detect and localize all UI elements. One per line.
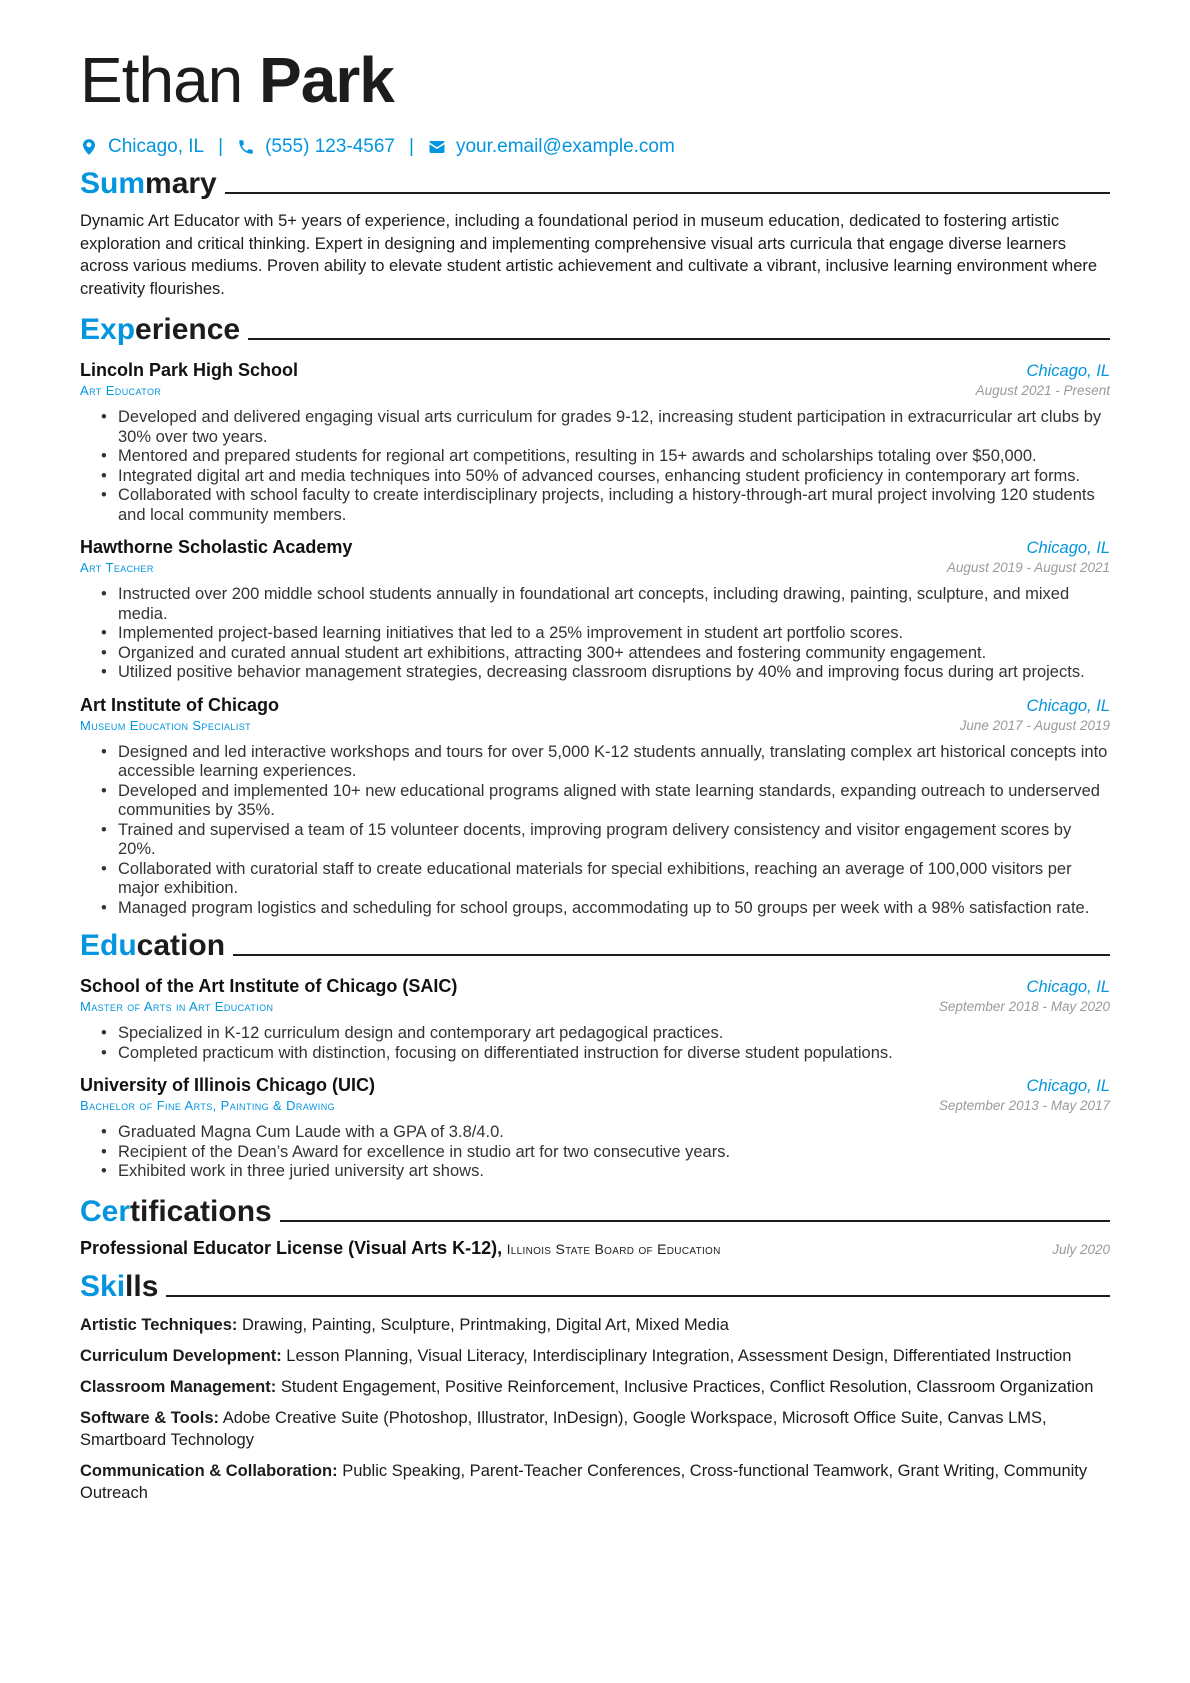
entry-dates: June 2017 - August 2019	[959, 717, 1110, 733]
bullet-item: • Developed and delivered engaging visual arts curriculum for grades 9-12, increasing student participation in extracurricular art clubs by 30% over two years.	[118, 408, 1110, 447]
section-title-summary: Summary	[80, 167, 217, 200]
bullet-item: • Collaborated with curatorial staff to create educational materials for special exhibitions, reaching an average of 100,000 visitors per major exhibition.	[118, 860, 1110, 899]
job-title: Art Teacher	[80, 560, 154, 575]
contact-separator: |	[409, 136, 414, 157]
section-rule	[166, 1295, 1110, 1297]
bullet-item: • Organized and curated annual student art exhibitions, attracting 300+ attendees and fostering community engagement.	[118, 644, 1110, 664]
certification-name: Professional Educator License (Visual Arts K-12)	[80, 1237, 498, 1258]
contact-phone[interactable]	[237, 136, 395, 158]
last-name: Park	[259, 44, 394, 116]
entry-location: Chicago, IL	[1026, 978, 1110, 996]
bullet-list	[80, 743, 1110, 919]
entry-dates: August 2019 - August 2021	[946, 560, 1110, 575]
school-name: University of Illinois Chicago (UIC)	[80, 1075, 376, 1095]
contact-separator: |	[218, 136, 224, 157]
candidate-name	[80, 42, 1110, 118]
certification-date: July 2020	[1052, 1241, 1110, 1257]
bullet-list	[80, 408, 1110, 525]
contact-bar	[80, 136, 1110, 158]
bullet-item: • Utilized positive behavior management strategies, decreasing classroom disruptions by 40% and improving focus during art projects.	[118, 663, 1110, 683]
degree-title: Master of Arts in Art Education	[80, 999, 274, 1014]
summary-text: Dynamic Art Educator with 5+ years of experience, including a foundational period in museum education, dedicated to fostering artistic exploration and critical thinking. Expert in designing and implementing comprehensive visual arts curricula that engage diverse learners across various mediums. Proven ability to elevate student artistic achievement and cultivate a vibrant, inclusive learning environment where creativity flourishes.	[80, 212, 1098, 298]
skill-row	[80, 1314, 1110, 1336]
experience-section-header	[80, 312, 1110, 348]
experience-entry	[80, 695, 1110, 919]
skill-values: Student Engagement, Positive Reinforcement, Inclusive Practices, Conflict Resolution, Classroom Organization	[280, 1377, 1094, 1396]
phone-text: (555) 123-4567	[265, 136, 395, 157]
bullet-list	[80, 1123, 1110, 1182]
bullet-item: • Integrated digital art and media techniques into 50% of advanced courses, enhancing student proficiency in contemporary art forms.	[118, 467, 1110, 487]
bullet-item: • Collaborated with school faculty to create interdisciplinary projects, including a history-through-art mural project involving 120 students and local community members.	[118, 486, 1110, 525]
section-rule	[248, 338, 1110, 340]
employer-name: Art Institute of Chicago	[80, 694, 279, 715]
contact-email[interactable]	[428, 136, 675, 158]
skill-row	[80, 1460, 1110, 1504]
skill-category: Communication & Collaboration:	[80, 1461, 338, 1480]
entry-location: Chicago, IL	[1026, 1077, 1110, 1095]
bullet-item: • Recipient of the Dean’s Award for excellence in studio art for two consecutive years.	[118, 1143, 1110, 1163]
section-rule	[233, 954, 1110, 956]
skill-category: Curriculum Development:	[80, 1346, 282, 1365]
skill-category: Software & Tools:	[80, 1408, 220, 1427]
bullet-item: • Trained and supervised a team of 15 volunteer docents, improving program delivery consistency and visitor engagement scores by 20%.	[118, 821, 1110, 860]
section-title-certifications: Certifications	[80, 1194, 272, 1228]
contact-location	[80, 136, 204, 158]
skills-section-header	[80, 1269, 1110, 1305]
certification-line	[80, 1238, 721, 1259]
education-section-header	[80, 928, 1110, 964]
envelope-icon	[428, 138, 446, 156]
degree-title: Bachelor of Fine Arts, Painting & Drawing	[80, 1098, 335, 1113]
section-title-experience: Experience	[80, 313, 241, 346]
skill-values: Public Speaking, Parent-Teacher Conferences, Cross-functional Teamwork, Grant Writing, Community Outreach	[80, 1461, 1088, 1502]
bullet-list	[80, 585, 1110, 683]
skill-row	[80, 1345, 1110, 1367]
school-name: School of the Art Institute of Chicago (SAIC)	[80, 976, 458, 996]
map-pin-icon	[80, 138, 98, 156]
section-rule	[225, 192, 1110, 194]
bullet-item: • Graduated Magna Cum Laude with a GPA of 3.8/4.0.	[118, 1123, 1110, 1143]
location-text: Chicago, IL	[108, 136, 205, 157]
education-entry	[80, 976, 1110, 1063]
bullet-item: • Developed and implemented 10+ new educational programs aligned with state learning standards, expanding outreach to underserved communities by 35%.	[118, 782, 1110, 821]
bullet-item: • Mentored and prepared students for regional art competitions, resulting in 15+ awards and scholarships totaling over $50,000.	[118, 447, 1110, 467]
job-title: Art Educator	[80, 383, 162, 398]
bullet-list	[80, 1024, 1110, 1063]
phone-icon	[237, 138, 255, 156]
bullet-item: • Designed and led interactive workshops and tours for over 5,000 K-12 students annually, translating complex art historical concepts into accessible learning experiences.	[118, 743, 1110, 782]
certification-entry	[80, 1238, 1110, 1259]
bullet-item: • Managed program logistics and scheduling for school groups, accommodating up to 50 groups per week with a 98% satisfaction rate.	[118, 899, 1110, 919]
employer-name: Lincoln Park High School	[80, 360, 299, 380]
employer-name: Hawthorne Scholastic Academy	[80, 537, 353, 557]
skill-category: Classroom Management:	[80, 1377, 277, 1396]
skill-row	[80, 1376, 1110, 1398]
section-title-skills: Skills	[80, 1269, 159, 1303]
experience-entry	[80, 537, 1110, 683]
certification-comma: ,	[497, 1237, 503, 1258]
skill-values: Lesson Planning, Visual Literacy, Interdisciplinary Integration, Assessment Design, Differentiated Instruction	[286, 1346, 1072, 1365]
entry-dates: September 2018 - May 2020	[938, 999, 1110, 1014]
section-rule	[280, 1220, 1110, 1222]
certification-issuer: Illinois State Board of Education	[506, 1240, 721, 1257]
first-name: Ethan	[80, 44, 243, 116]
entry-location: Chicago, IL	[1026, 539, 1110, 557]
entry-location: Chicago, IL	[1026, 362, 1110, 380]
experience-entry	[80, 360, 1110, 525]
job-title: Museum Education Specialist	[80, 717, 252, 733]
education-entry	[80, 1075, 1110, 1182]
skill-values: Drawing, Painting, Sculpture, Printmaking, Digital Art, Mixed Media	[241, 1315, 729, 1334]
entry-location: Chicago, IL	[1026, 696, 1110, 715]
entry-dates: August 2021 - Present	[975, 383, 1110, 398]
bullet-item: • Specialized in K-12 curriculum design and contemporary art pedagogical practices.	[118, 1024, 1110, 1044]
bullet-item: • Exhibited work in three juried university art shows.	[118, 1162, 1110, 1182]
section-title-education: Education	[80, 929, 226, 962]
bullet-item: • Instructed over 200 middle school students annually in foundational art concepts, including drawing, painting, sculpture, and mixed media.	[118, 585, 1110, 624]
entry-dates: September 2013 - May 2017	[938, 1098, 1110, 1113]
skill-row	[80, 1407, 1110, 1451]
bullet-item: • Completed practicum with distinction, focusing on differentiated instruction for diverse student populations.	[118, 1044, 1110, 1064]
skill-category: Artistic Techniques:	[80, 1315, 238, 1334]
email-link: your.email@example.com	[455, 136, 675, 157]
skill-values: Adobe Creative Suite (Photoshop, Illustrator, InDesign), Google Workspace, Microsoft Office Suite, Canvas LMS, Smartboard Technology	[80, 1408, 1047, 1449]
summary-section-header	[80, 166, 1110, 202]
bullet-item: • Implemented project-based learning initiatives that led to a 25% improvement in student art portfolio scores.	[118, 624, 1110, 644]
certifications-section-header	[80, 1194, 1110, 1230]
